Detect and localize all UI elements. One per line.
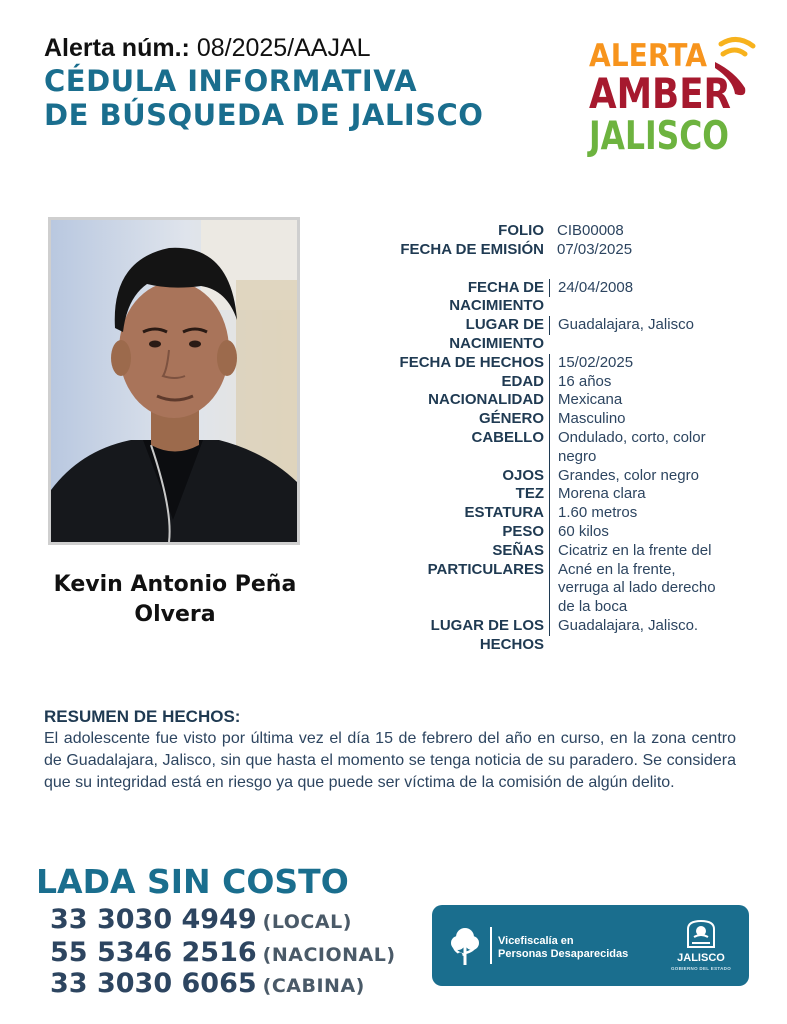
row-folio xyxy=(340,222,770,241)
ojos-value: Grandes, color negro xyxy=(549,467,759,486)
row-senas xyxy=(340,542,770,617)
lugar-nacimiento-value: Guadalajara, Jalisco xyxy=(549,316,759,335)
cabello-value xyxy=(549,429,759,467)
value-line: Ondulado, corto, color xyxy=(558,428,706,446)
phone-tag: (CABINA) xyxy=(262,975,365,997)
edad-value: 16 años xyxy=(549,373,759,392)
lugar-hechos-label xyxy=(340,617,549,655)
jalisco-seal-icon xyxy=(684,917,718,951)
vicefiscalia-emblem-icon xyxy=(448,925,482,967)
phone-local xyxy=(50,904,352,935)
phone-tag: (NACIONAL) xyxy=(262,944,396,966)
row-ojos xyxy=(340,467,770,486)
fecha-hechos-value: 15/02/2025 xyxy=(549,354,759,373)
person-details-table xyxy=(340,222,770,655)
alert-label: Alerta núm.: xyxy=(44,34,190,62)
alert-number: 08/2025/AAJAL xyxy=(196,34,371,62)
alerta-amber-jalisco-logo xyxy=(585,32,760,157)
summary-section xyxy=(44,706,736,794)
label-line: FECHA DE xyxy=(467,278,544,296)
value-line: negro xyxy=(558,447,597,465)
row-fecha-nacimiento xyxy=(340,279,770,317)
jalisco-wordmark: JALISCO xyxy=(677,952,725,964)
alert-number-line xyxy=(44,34,371,63)
label-line: NACIMIENTO xyxy=(449,297,544,315)
label-line: NACIMIENTO xyxy=(449,334,544,352)
phone-number: 33 3030 4949 xyxy=(50,904,257,935)
genero-value: Masculino xyxy=(549,410,759,429)
tez-value: Morena clara xyxy=(549,485,759,504)
phone-nacional xyxy=(50,937,396,968)
gobierno-del-estado: GOBIERNO DEL ESTADO xyxy=(670,966,732,971)
label-line: LUGAR DE LOS xyxy=(430,616,544,634)
phone-cabina xyxy=(50,968,365,999)
row-tez xyxy=(340,485,770,504)
label-line: HECHOS xyxy=(479,635,544,653)
lugar-nacimiento-label xyxy=(340,316,549,354)
senas-value xyxy=(549,542,759,617)
cabello-label: CABELLO xyxy=(471,428,544,446)
phone-number: 55 5346 2516 xyxy=(50,937,257,968)
summary-heading: RESUMEN DE HECHOS: xyxy=(44,707,241,726)
fecha-hechos-label: FECHA DE HECHOS xyxy=(399,353,544,371)
folio-value: CIB00008 xyxy=(557,222,624,239)
estatura-value: 1.60 metros xyxy=(549,504,759,523)
row-cabello xyxy=(340,429,770,467)
phone-number: 33 3030 6065 xyxy=(50,968,257,999)
banner-divider xyxy=(490,927,492,964)
phone-tag: (LOCAL) xyxy=(262,911,352,933)
value-line: Acné en la frente, xyxy=(558,560,676,578)
fecha-emision-label: FECHA DE EMISIÓN xyxy=(400,240,544,258)
fecha-nacimiento-value: 24/04/2008 xyxy=(549,279,759,298)
vicefiscalia-line2: Personas Desaparecidas xyxy=(498,948,629,960)
vicefiscalia-text xyxy=(498,935,628,961)
senas-label xyxy=(340,542,549,580)
person-name: Kevin Antonio Peña Olvera xyxy=(53,572,297,627)
row-lugar-hechos xyxy=(340,617,770,655)
value-line: Cicatriz en la frente del xyxy=(558,541,712,559)
details-block xyxy=(340,279,770,655)
row-estatura xyxy=(340,504,770,523)
row-genero xyxy=(340,410,770,429)
row-lugar-nacimiento xyxy=(340,316,770,354)
logo-word-jalisco: JALISCO xyxy=(586,114,729,157)
estatura-label: ESTATURA xyxy=(464,504,544,522)
lada-sin-costo-title: LADA SIN COSTO xyxy=(36,862,349,901)
value-line: verruga al lado derecho xyxy=(558,579,716,597)
label-line: LUGAR DE xyxy=(465,316,544,334)
label-line: SEÑAS xyxy=(492,541,544,559)
row-peso xyxy=(340,523,770,542)
logo-word-amber: AMBER xyxy=(589,69,731,118)
ojos-label: OJOS xyxy=(502,466,544,484)
peso-value: 60 kilos xyxy=(549,523,759,542)
fecha-nacimiento-label xyxy=(340,279,549,317)
summary-text: El adolescente fue visto por última vez el día 15 de febrero del año en curso, en la zona centro de Guadalajara, Jalisco, sin que hasta el momento se tenga noticia de su paradero. Se considera que su integridad está en riesgo ya que puede ser víctima de la comisión de algún delito. xyxy=(44,730,736,791)
signal-waves-icon xyxy=(721,39,753,54)
label-line: PARTICULARES xyxy=(427,560,544,578)
document-title-line2: DE BÚSQUEDA DE JALISCO xyxy=(44,98,484,132)
document-title-line1: CÉDULA INFORMATIVA xyxy=(44,64,418,98)
logo-word-alerta: ALERTA xyxy=(589,38,707,74)
nacionalidad-value: Mexicana xyxy=(549,391,759,410)
vicefiscalia-line1: Vicefiscalía en xyxy=(498,935,574,947)
value-line: de la boca xyxy=(558,598,628,616)
edad-label: EDAD xyxy=(501,372,544,390)
missing-person-photo xyxy=(48,217,300,545)
row-fecha-hechos xyxy=(340,354,770,373)
nacionalidad-label: NACIONALIDAD xyxy=(428,391,544,409)
peso-label: PESO xyxy=(502,522,544,540)
vicefiscalia-banner xyxy=(432,905,749,986)
row-edad xyxy=(340,373,770,392)
genero-label: GÉNERO xyxy=(478,410,544,428)
row-fecha-emision xyxy=(340,241,770,260)
tez-label: TEZ xyxy=(515,485,544,503)
row-nacionalidad xyxy=(340,391,770,410)
lugar-hechos-value: Guadalajara, Jalisco. xyxy=(549,617,759,636)
folio-label: FOLIO xyxy=(498,222,544,239)
fecha-emision-value: 07/03/2025 xyxy=(557,240,633,258)
